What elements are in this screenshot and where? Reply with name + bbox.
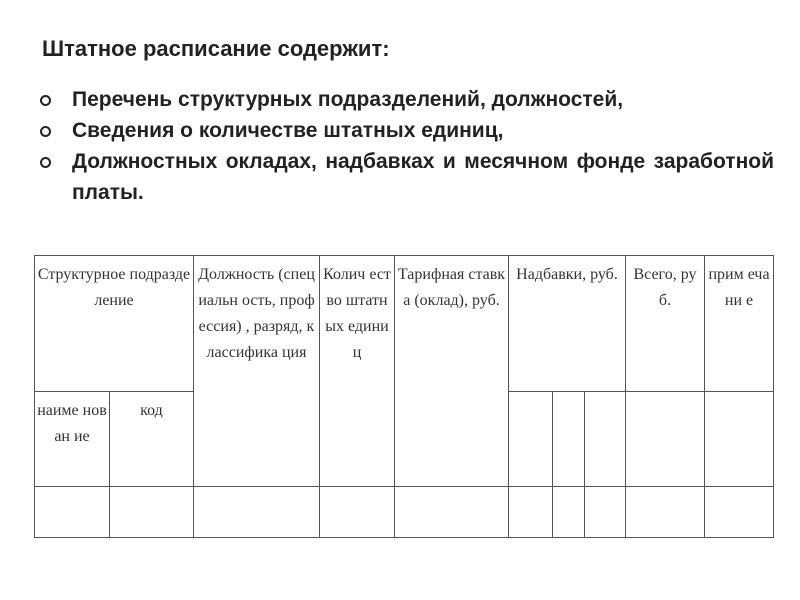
empty-cell xyxy=(509,487,553,538)
circle-bullet-icon xyxy=(40,95,51,106)
empty-cell xyxy=(110,487,194,538)
empty-cell xyxy=(35,487,110,538)
header-unit-code: код xyxy=(110,392,194,487)
circle-bullet-icon xyxy=(40,157,51,168)
bullet-item xyxy=(40,146,774,208)
empty-cell xyxy=(626,487,705,538)
bullet-item xyxy=(40,84,774,115)
staffing-table xyxy=(34,255,774,538)
empty-cell xyxy=(395,487,509,538)
bullet-text: Перечень структурных подразделений, должностей, xyxy=(72,88,624,111)
slide-title: Штатное расписание содержит: xyxy=(42,36,390,61)
bonus-subcell xyxy=(509,392,553,487)
header-total: Всего, руб. xyxy=(626,256,705,392)
total-subcell xyxy=(626,392,705,487)
header-position: Должность (специальн ость, профессия) , разряд, классифика ция xyxy=(194,256,320,487)
bonus-subcell xyxy=(553,392,585,487)
table-row xyxy=(35,487,774,538)
header-note: прим ечани е xyxy=(705,256,774,392)
header-bonuses: Надбавки, руб. xyxy=(509,256,626,392)
header-rate: Тарифная ставка (оклад), руб. xyxy=(395,256,509,487)
circle-bullet-icon xyxy=(40,126,51,137)
bullet-text: Должностных окладах, надбавках и месячном фонде заработной платы. xyxy=(72,150,774,204)
empty-cell xyxy=(320,487,395,538)
bullet-list xyxy=(40,84,774,208)
header-count: Колич ество штатн ых едини ц xyxy=(320,256,395,487)
empty-cell xyxy=(194,487,320,538)
header-unit-name: наиме нован ие xyxy=(35,392,110,487)
empty-cell xyxy=(705,487,774,538)
bullet-item xyxy=(40,115,774,146)
empty-cell xyxy=(585,487,626,538)
note-subcell xyxy=(705,392,774,487)
empty-cell xyxy=(553,487,585,538)
header-unit: Структурное подразделение xyxy=(35,256,194,392)
bonus-subcell xyxy=(585,392,626,487)
bullet-text: Сведения о количестве штатных единиц, xyxy=(72,119,504,142)
